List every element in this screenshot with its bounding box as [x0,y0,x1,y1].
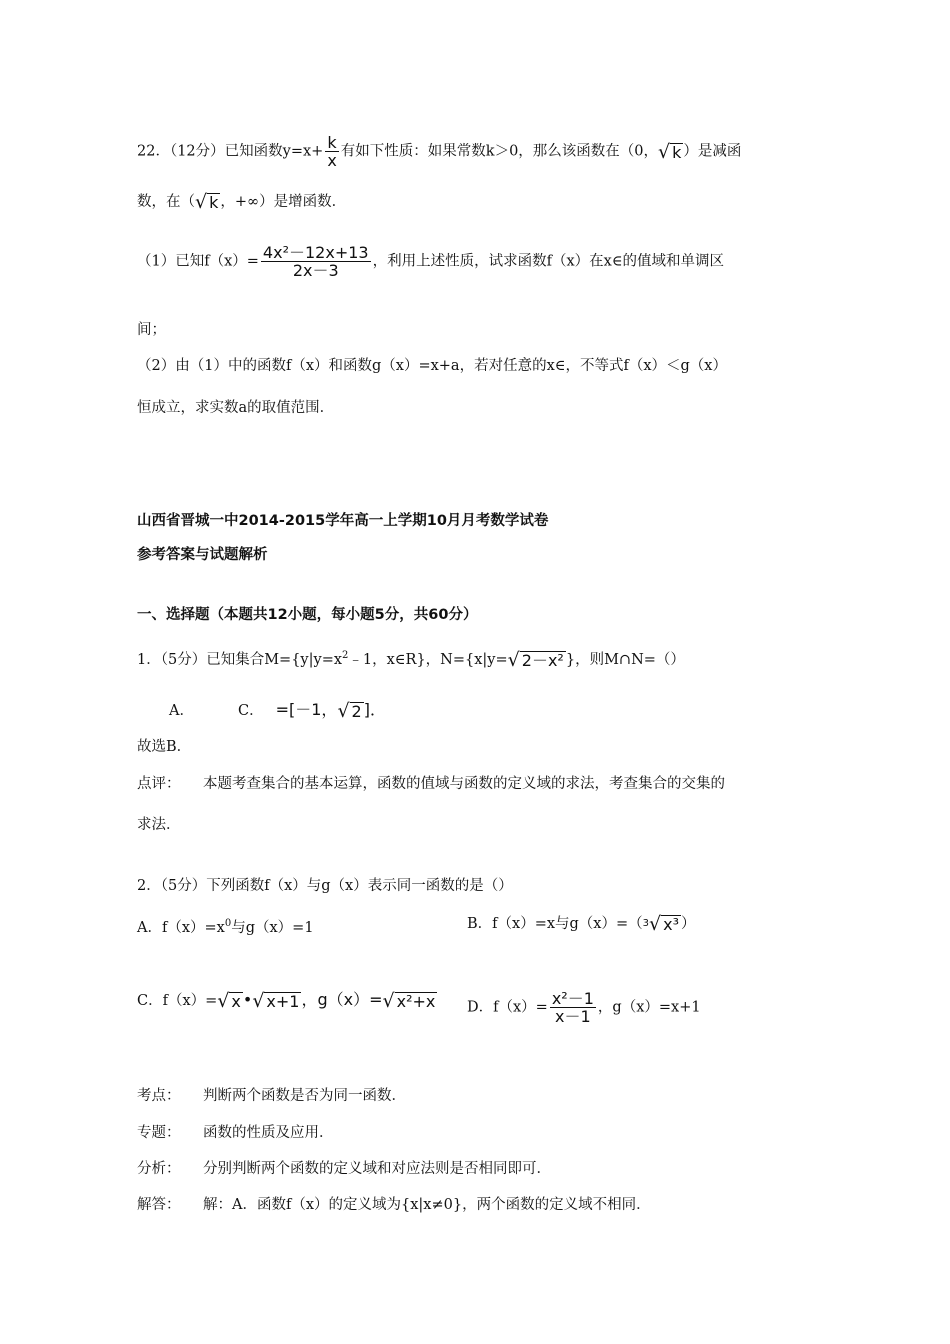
label: 专题： [137,1125,181,1141]
option-a: A． [169,703,194,719]
text: （1）已知f（x）= [137,253,259,270]
q22-part1-cont: 间； [137,322,166,338]
q1-comment [137,774,725,794]
q22-line2 [137,192,346,212]
text: 函数的性质及应用． [203,1125,334,1141]
radical-icon: √ [507,648,520,671]
dot: • [242,990,253,1009]
sqrt-expression [508,650,566,670]
q2-stem: 2．（5分）下列函数f（x）与g（x）表示同一函数的是（） [137,878,513,894]
q1-choice: 故选B． [137,739,192,755]
text: 有如下性质：如果常数k＞0，那么该函数在（0， [340,143,659,160]
superscript: 2 [342,650,349,661]
text: C．f（x）= [137,993,218,1009]
fenxi-row [137,1159,551,1179]
radicand: x [231,992,241,1011]
superscript: 0 [224,918,232,929]
text: ，g（x）= [301,990,383,1009]
text: 分别判断两个函数的定义域和对应法则是否相同即可． [203,1161,551,1177]
text: ，利用上述性质，试求函数f（x）在x∈的值域和单调区 [372,253,725,270]
text: 22．（12分）已知函数y=x+ [137,143,324,160]
d-fraction [550,990,596,1025]
q22-part1 [137,244,724,279]
q22-part2: （2）由（1）中的函数f（x）和函数g（x）=x+a，若对任意的x∈，不等式f（x）＜g（x） [137,358,727,374]
text: 判断两个函数是否为同一函数． [203,1088,406,1104]
numerator: 4x²－12x+13 [262,243,369,262]
q1-stem [137,646,685,670]
text: 1．（5分）已知集合M={y|y=x [137,651,343,668]
text: 与g（x）=1 [231,919,314,936]
q22-line1 [137,134,741,169]
text: }，则M∩N=（） [565,651,685,668]
radicand: x²+x [396,992,436,1011]
q2-option-a [137,914,314,938]
text: ，g（x）=x+1 [597,999,701,1016]
text: ）是减函 [683,143,742,160]
radical-icon: √ [649,913,662,935]
radicand: k [209,193,219,212]
q2-option-d [467,990,701,1025]
label: 解答： [137,1197,181,1213]
document-title: 山西省晋城一中2014-2015学年高一上学期10月月考数学试卷 [137,513,549,529]
text: 本题考查集合的基本运算，函数的值域与函数的定义域的求法，考查集合的交集的 [203,776,725,792]
q1-comment-cont: 求法． [137,817,181,833]
interval-start: =[－1， [275,700,338,719]
radical-icon: √ [337,700,350,722]
text: D．f（x）= [467,999,548,1016]
text: ） [681,916,696,932]
text: 数，在（ [137,194,195,210]
q2-option-b [467,914,696,934]
jieda-row [137,1195,651,1215]
radical-icon: √ [658,140,671,163]
sqrt-2 [337,701,363,721]
radical-icon: √ [382,990,395,1012]
text: 解：A．函数f（x）的定义域为{x|x≠0}，两个函数的定义域不相同． [203,1197,651,1213]
interval-end: ]． [363,700,386,719]
radicand: 2 [351,702,362,721]
label: 考点： [137,1088,181,1104]
radicand: x+1 [266,992,300,1011]
radical-icon: √ [217,990,230,1012]
sqrt-k [195,192,220,212]
denominator: 2x－3 [292,261,339,280]
root-index: 3 [642,918,650,929]
sqrt-x [217,991,243,1011]
fx-fraction [261,244,371,279]
sqrt-x2-plus-x [383,991,438,1011]
radical-icon: √ [252,990,265,1012]
kaodian-row [137,1086,406,1106]
section-title: 一、选择题（本题共12小题，每小题5分，共60分） [137,607,478,623]
denominator: x－1 [555,1007,591,1026]
radicand: x³ [663,915,680,934]
label: 分析： [137,1161,181,1177]
radicand: k [672,142,682,162]
text: ﹣1，x∈R}，N={x|y= [348,651,508,668]
k-over-x-fraction [325,134,338,169]
zhuanti-row [137,1123,334,1143]
q1-options [169,700,386,721]
cube-root [643,914,681,934]
q22-part2-cont: 恒成立，求实数a的取值范围． [137,400,335,416]
numerator: k [327,133,337,152]
sqrt-k [658,142,683,162]
text: A．f（x）=x [137,919,225,936]
radical-icon: √ [195,191,208,213]
numerator: x²－1 [551,989,594,1008]
sqrt-x-plus-1 [252,991,301,1011]
q2-option-c [137,990,437,1011]
document-subtitle: 参考答案与试题解析 [137,547,268,563]
denominator: x [327,151,337,170]
radicand: 2－x² [521,650,564,670]
option-c: C． [237,703,264,719]
text: B．f（x）=x与g（x）=（ [467,916,643,932]
text: ，+∞）是增函数． [220,194,347,210]
label: 点评： [137,776,181,792]
